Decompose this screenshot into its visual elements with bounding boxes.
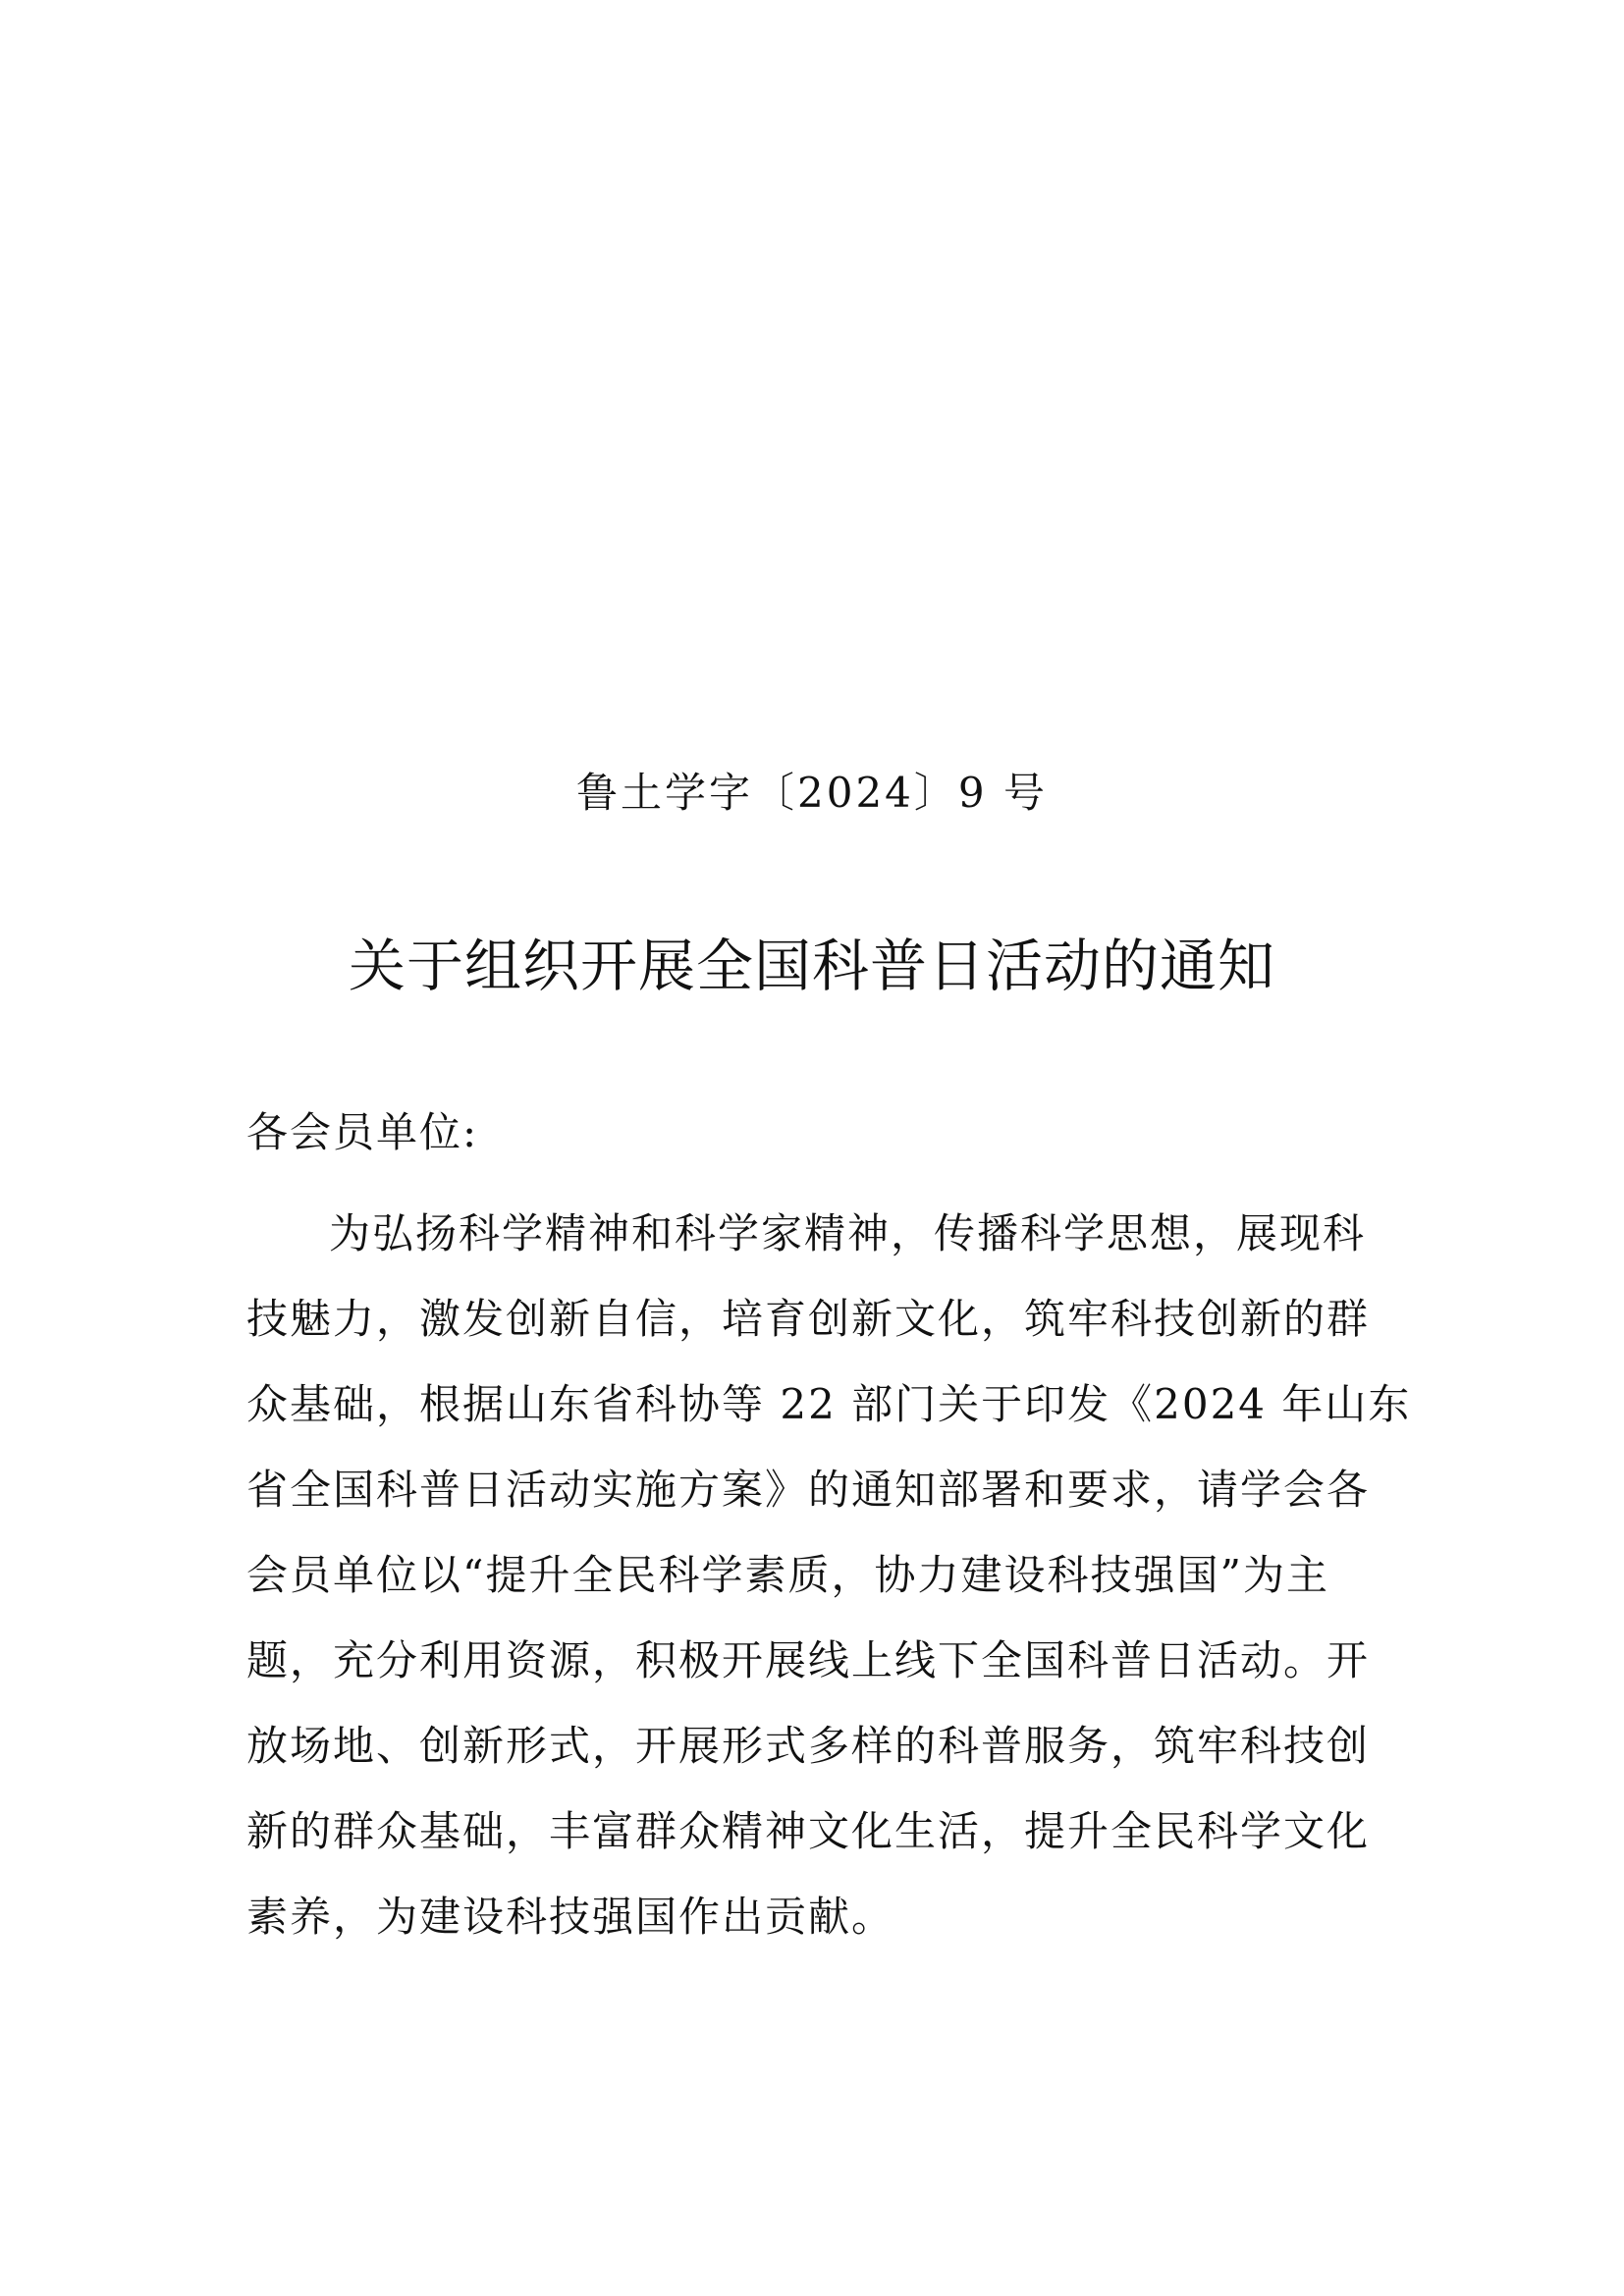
body-line: 为弘扬科学精神和科学家精神，传播科学思想，展现科 xyxy=(329,1209,1367,1257)
body-line: 素养，为建设科技强国作出贡献。 xyxy=(246,1893,895,1941)
body-line: 众基础，根据山东省科协等 22 部门关于印发《2024 年山东 xyxy=(246,1380,1412,1428)
body-line: 省全国科普日活动实施方案》的通知部署和要求，请学会各 xyxy=(246,1466,1371,1514)
body-line: 新的群众基础，丰富群众精神文化生活，提升全民科学文化 xyxy=(246,1807,1371,1855)
body-paragraph xyxy=(246,1191,1412,1959)
body-line: 技魅力，激发创新自信，培育创新文化，筑牢科技创新的群 xyxy=(246,1295,1371,1343)
body-line: 会员单位以“提升全民科学素质，协力建设科技强国”为主 xyxy=(246,1551,1329,1599)
body-line: 题，充分利用资源，积极开展线上线下全国科普日活动。开 xyxy=(246,1636,1371,1684)
document-number: 鲁土学字〔2024〕9 号 xyxy=(576,769,1048,817)
body-line: 放场地、创新形式，开展形式多样的科普服务，筑牢科技创 xyxy=(246,1722,1371,1770)
salutation: 各会员单位: xyxy=(246,1108,479,1156)
document-title: 关于组织开展全国科普日活动的通知 xyxy=(348,933,1275,999)
